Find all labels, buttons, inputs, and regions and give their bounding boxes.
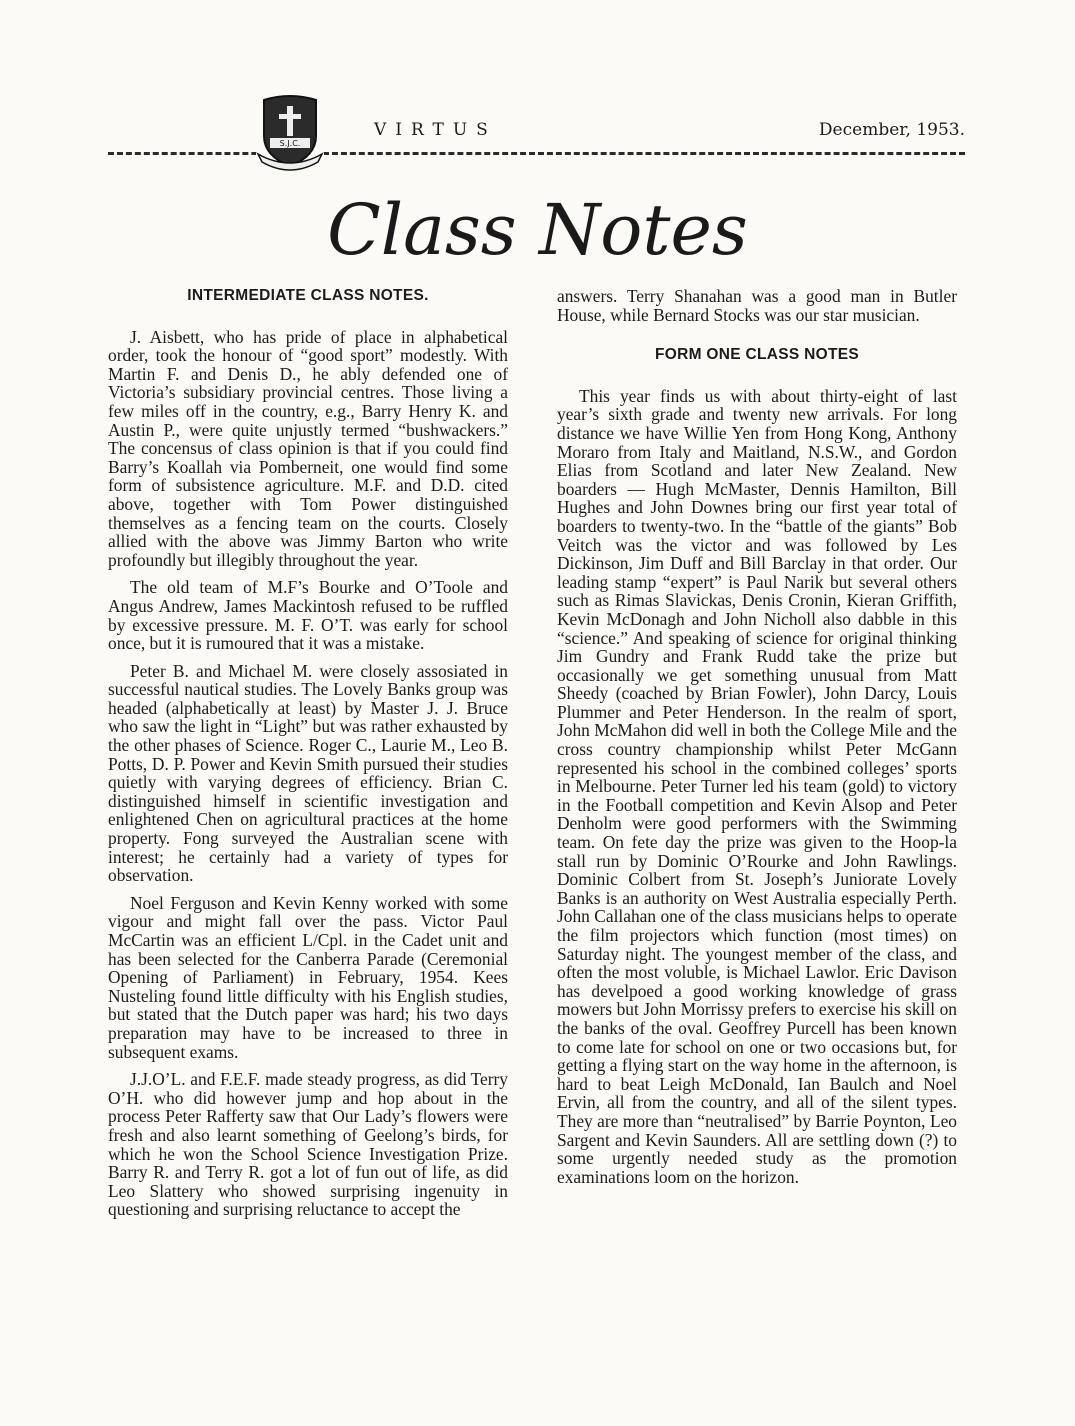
paragraph: Peter B. and Michael M. were closely assosiated in successful nautical studies. The Lovely Banks group was headed (alphabetically at least) by Master J. J. Bruce who saw the light in “Light” but was rather exhausted by the other phases of Science. Roger C., Laurie M., Leo B. Potts, D. P. Power and Kevin Smith pursued their studies quietly with varying degrees of efficiency. Brian C. distinguished himself in scientific investigation and enlightened Chen on agricultural practices at the home property. Fong surveyed the Australian scene with interest; he certainly had a variety of types for observation. bbox=[108, 660, 508, 886]
magazine-title: VIRTUS bbox=[374, 120, 501, 140]
paragraph: Noel Ferguson and Kevin Kenny worked with some vigour and might fall over the pass. Victor Paul McCartin was an efficient L/Cpl. in the Cadet unit and has been selected for the Canberra Parade (Ceremonial Opening of Parliament) in February, 1954. Kees Nusteling found little difficulty with his English studies, but stated that the Dutch paper was hard; his two days preparation may have to be increased to three in subsequent exams. bbox=[108, 892, 508, 1062]
left-column bbox=[108, 287, 508, 1228]
page-title: Class Notes bbox=[327, 189, 748, 271]
paragraph: This year finds us with about thirty-eight of last year’s sixth grade and twenty new arrivals. For long distance we have Willie Yen from Hong Kong, Anthony Moraro from Italy and Maitland, N.S.W., and Gordon Elias from Scotland and later New Zealand. New boarders — Hugh McMaster, Dennis Hamilton, Bill Hughes and John Downes bring our first year total of boarders to twenty-two. In the “battle of the giants” Bob Veitch was the victor and was followed by Les Dickinson, Jim Duff and Bill Barclay in that order. Our leading stamp “expert” is Paul Narik but several others such as Rimas Slavickas, Denis Cronin, Kieran Griffith, Kevin McDonagh and John Nicholl also dabble in this “science.” And speaking of science for original thinking Jim Gundry and Frank Rudd take the prize but occasionally we get something unusual from Matt Sheedy (coached by Brian Fowler), John Darcy, Louis Plummer and Peter Henderson. In the realm of sport, John McMahon did well in both the College Mile and the cross country championship whilst Peter McGann represented his school in the combined colleges’ sports in Melbourne. Peter Turner led his team (gold) to victory in the Football competition and Kevin Alsop and Peter Denholm were good performers with the Swimming team. On fete day the prize was given to the Hoop-la stall run by Dominic O’Rourke and John Rawlings. Dominic Colbert from St. Joseph’s Juniorate Lovely Banks is an authority on West Australia especially Perth. John Callahan one of the class musicians helps to operate the film projectors which function (most times) on Saturday night. The youngest member of the class, and often the most voluble, is Michael Lawlor. Eric Davison has develpoed a good working knowledge of grass mowers but John Morrissy prefers to exercise his skill on the banks of the oval. Geoffrey Purcell has been known to come late for school on one or two occasions but, for getting a flying start on the way home in the afternoon, is hard to beat Leigh McDonald, Ian Baulch and Noel Ervin, all from the country, and all of the silent types. They are more than “neutralised” by Barrie Poynton, Leo Sargent and Kevin Saunders. All are settling down (?) to some urgently needed study as the promotion examinations loom on the horizon. bbox=[557, 385, 957, 1187]
header-divider-rule bbox=[108, 152, 965, 155]
paragraph: J.J.O’L. and F.E.F. made steady progress, as did Terry O’H. who did however jump and hop about in the process Peter Rafferty saw that Our Lady’s flowers were fresh and also learnt something of Geelong’s birds, for which he won the School Science Investigation Prize. Barry R. and Terry R. got a lot of fun out of life, as did Leo Slattery who showed surprising ingenuity in questioning and surprising reluctance to accept the bbox=[108, 1069, 508, 1220]
right-column bbox=[557, 287, 957, 1195]
paragraph-continuation: answers. Terry Shanahan was a good man in Butler House, while Bernard Stocks was our star musician. bbox=[557, 286, 957, 325]
section-heading: FORM ONE CLASS NOTES bbox=[654, 346, 860, 364]
section-heading: INTERMEDIATE CLASS NOTES. bbox=[187, 287, 429, 304]
paragraph: J. Aisbett, who has pride of place in alphabetical order, took the honour of “good sport” modestly. With Martin F. and Denis D., he ably defended one of Victoria’s subsidiary provincial centres. Those living a few miles off in the country, e.g., Barry Henry K. and Austin P., were quite unjustly termed “bushwackers.” The concensus of class opinion is that if you could find Barry’s Koallah via Pomberneit, one would find some form of subsistence agriculture. M.F. and D.D. cited above, together with Tom Power distinguished themselves as a fencing team on the courts. Closely allied with the above was Jimmy Barton who write profoundly but illegibly throughout the year. bbox=[108, 326, 508, 570]
college-crest-icon bbox=[256, 92, 324, 172]
issue-date: December, 1953. bbox=[813, 120, 965, 140]
svg-text:S.J.C.: S.J.C. bbox=[279, 139, 301, 148]
page-header bbox=[108, 92, 965, 172]
paragraph: The old team of M.F’s Bourke and O’Toole and Angus Andrew, James Mackintosh refused to be ruffled by excessive pressure. M. F. O’T. was early for school once, but it is rumoured that it was a mistake. bbox=[108, 577, 508, 654]
